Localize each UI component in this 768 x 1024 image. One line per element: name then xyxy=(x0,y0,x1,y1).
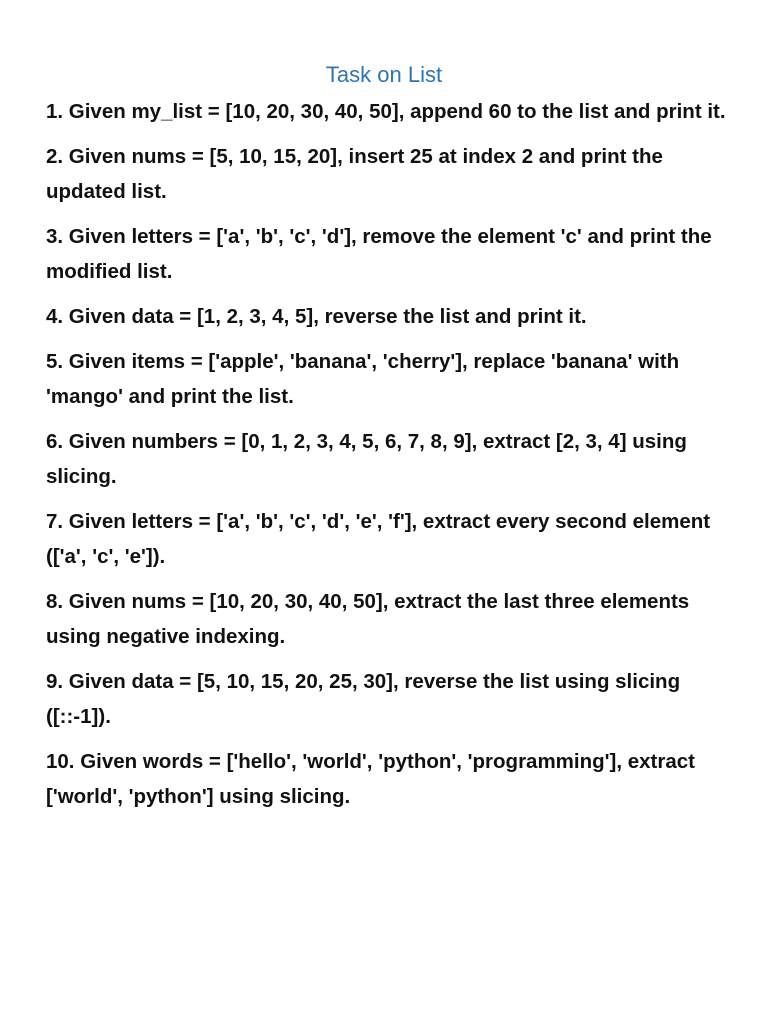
task-item-5: 5. Given items = ['apple', 'banana', 'cherry'], replace 'banana' with 'mango' and print the list. xyxy=(46,350,680,408)
task-item-10: 10. Given words = ['hello', 'world', 'python', 'programming'], extract ['world', 'python'] using slicing. xyxy=(46,750,695,808)
task-list xyxy=(46,94,736,824)
task-item-6: 6. Given numbers = [0, 1, 2, 3, 4, 5, 6, 7, 8, 9], extract [2, 3, 4] using slicing. xyxy=(46,430,687,488)
task-item-3: 3. Given letters = ['a', 'b', 'c', 'd'], remove the element 'c' and print the modified list. xyxy=(46,225,712,283)
task-item-1: 1. Given my_list = [10, 20, 30, 40, 50], append 60 to the list and print it. xyxy=(46,100,726,123)
task-item-2: 2. Given nums = [5, 10, 15, 20], insert 25 at index 2 and print the updated list. xyxy=(46,145,663,203)
page-title: Task on List xyxy=(325,62,443,87)
task-item-9: 9. Given data = [5, 10, 15, 20, 25, 30], reverse the list using slicing ([::-1]). xyxy=(46,670,681,728)
task-item-4: 4. Given data = [1, 2, 3, 4, 5], reverse the list and print it. xyxy=(46,305,587,328)
task-item-7: 7. Given letters = ['a', 'b', 'c', 'd', 'e', 'f'], extract every second element (['a', 'c', 'e']). xyxy=(46,510,711,568)
task-item-8: 8. Given nums = [10, 20, 30, 40, 50], extract the last three elements using negative indexing. xyxy=(46,590,690,648)
